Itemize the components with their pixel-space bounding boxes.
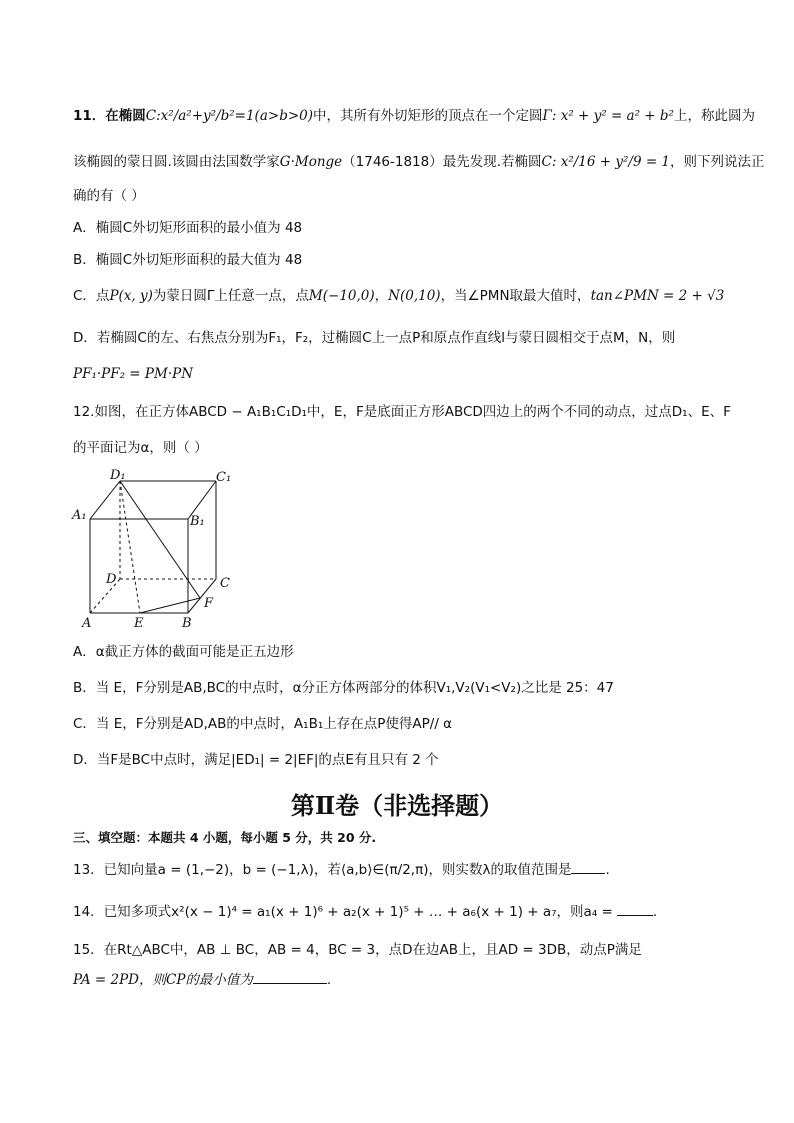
q12-option-d: D．当F是BC中点时，满足|ED₁| = 2|EF|的点E有且只有 2 个 bbox=[73, 752, 439, 768]
q11-option-c bbox=[73, 286, 724, 306]
q11-line2 bbox=[73, 152, 765, 172]
q11-c-tan: tan∠PMN = 2 + √3 bbox=[590, 288, 725, 304]
q15-line2-text: PA = 2PD，则CP的最小值为 bbox=[73, 972, 253, 988]
label-c1: C₁ bbox=[216, 470, 232, 485]
label-c: C bbox=[220, 576, 230, 591]
q11-line2-end: ，则下列说法正 bbox=[670, 154, 765, 170]
q15-answer-blank bbox=[253, 971, 327, 984]
segment-d1-e-hidden bbox=[120, 481, 140, 613]
label-f: F bbox=[204, 596, 214, 611]
q11-c-point-p: P(x, y) bbox=[109, 288, 153, 304]
q11-option-b: B．椭圆C外切矩形面积的最大值为 48 bbox=[73, 252, 303, 268]
q15-period: . bbox=[326, 972, 332, 988]
q11-c-point-n: N(0,10) bbox=[388, 288, 441, 304]
q11-ellipse-equation: C:x²/a²+y²/b²=1(a>b>0) bbox=[145, 108, 313, 124]
q12-line2: 的平面记为α，则（ ） bbox=[73, 440, 208, 456]
label-d: D bbox=[106, 572, 117, 587]
label-b1: B₁ bbox=[190, 514, 205, 529]
segment-e-f bbox=[140, 598, 200, 613]
q11-line2-start: 该椭圆的蒙日圆.该圆由法国数学家 bbox=[73, 154, 280, 170]
cube-figure bbox=[68, 467, 248, 632]
q11-c-condition: ，当∠PMN取最大值时， bbox=[440, 288, 591, 304]
q11-c-comma: ， bbox=[374, 288, 389, 304]
label-a1: A₁ bbox=[72, 508, 87, 523]
q15-line1: 15．在Rt△ABC中，AB ⊥ BC，AB = 4，BC = 3，点D在边AB上，且AD = 3DB，动点P满足 bbox=[73, 942, 642, 958]
label-b: B bbox=[182, 616, 192, 631]
q14 bbox=[73, 902, 657, 922]
q12-option-c: C．当 E，F分别是AD,AB的中点时，A₁B₁上存在点P使得AP// α bbox=[73, 716, 453, 732]
q11-circle-equation: Γ: x² + y² = a² + b² bbox=[542, 108, 674, 124]
q11-specific-ellipse: C: x²/16 + y²/9 = 1 bbox=[541, 154, 671, 170]
q11-option-d-line2: PF₁·PF₂ = PM·PN bbox=[73, 366, 194, 382]
q11-c-prefix: C．点 bbox=[73, 288, 110, 304]
q11-stem-start: 11．在椭圆 bbox=[73, 108, 146, 124]
q11-c-mid: 为蒙日圆Γ上任意一点，点 bbox=[152, 288, 309, 304]
q11-c-point-m: M(−10,0) bbox=[308, 288, 375, 304]
q14-period: . bbox=[652, 904, 658, 920]
q14-text: 14．已知多项式x²(x − 1)⁴ = a₁(x + 1)⁶ + a₂(x + 1)⁵ + … + a₆(x + 1) + a₇，则a₄ = bbox=[73, 904, 613, 920]
q15-line2 bbox=[73, 970, 331, 990]
q12-line1: 12.如图，在正方体ABCD − A₁B₁C₁D₁中，E，F是底面正方形ABCD四边上的两个不同的动点，过点D₁、E、F bbox=[73, 404, 731, 420]
q13-period: . bbox=[605, 862, 610, 878]
q13-text: 13．已知向量a = (1,−2)，b = (−1,λ)，若⟨a,b⟩∈(π/2,π)，则实数λ的取值范围是 bbox=[73, 862, 572, 878]
edge-a1-d1 bbox=[90, 481, 120, 519]
q11-option-d-line1: D．若椭圆C的左、右焦点分别为F₁，F₂，过椭圆C上一点P和原点作直线l与蒙日圆相交于点M，N，则 bbox=[73, 330, 676, 346]
label-e: E bbox=[134, 616, 144, 631]
q11-mathematician: G·Monge bbox=[279, 154, 343, 170]
q14-answer-blank bbox=[617, 903, 653, 916]
q11-stem-end: 上，称此圆为 bbox=[673, 108, 755, 124]
section3-heading: 三、填空题：本题共 4 小题，每小题 5 分，共 20 分. bbox=[73, 830, 377, 845]
q13 bbox=[73, 860, 610, 880]
q13-answer-blank bbox=[571, 861, 605, 874]
q12-option-b: B．当 E，F分别是AB,BC的中点时，α分正方体两部分的体积V₁,V₂(V₁<V₂)之比是 25：47 bbox=[73, 680, 614, 696]
label-a: A bbox=[82, 616, 92, 631]
q11-option-a: A．椭圆C外切矩形面积的最小值为 48 bbox=[73, 220, 303, 236]
q11-line1 bbox=[73, 106, 755, 126]
q11-line3: 确的有（ ） bbox=[73, 188, 145, 204]
label-d1: D₁ bbox=[110, 468, 126, 483]
q11-line2-mid: （1746-1818）最先发现.若椭圆 bbox=[342, 154, 542, 170]
q11-stem-mid: 中，其所有外切矩形的顶点在一个定圆 bbox=[313, 108, 543, 124]
q12-option-a: A．α截正方体的截面可能是正五边形 bbox=[73, 644, 294, 660]
part2-title: 第Ⅱ卷（非选择题） bbox=[290, 791, 504, 820]
